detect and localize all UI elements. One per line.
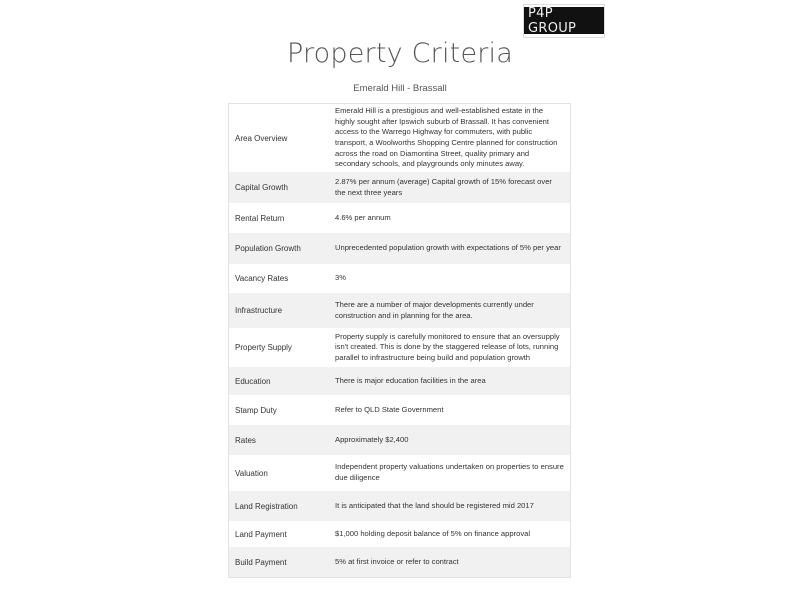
row-label: Rental Return [235, 213, 285, 223]
table-row [229, 233, 570, 264]
row-value: There are a number of major developments currently under construction and in planning for the area. [335, 299, 534, 320]
table-row [229, 425, 570, 455]
row-value: Unprecedented population growth with expectations of 5% per year [335, 243, 561, 253]
table-row [229, 203, 570, 233]
row-label: Vacancy Rates [235, 274, 289, 283]
row-value: 3% [335, 273, 346, 283]
row-value: $1,000 holding deposit balance of 5% on finance approval [335, 528, 531, 538]
table-row [229, 521, 570, 547]
row-label: Capital Growth [235, 183, 288, 192]
row-label: Property Supply [235, 343, 292, 352]
page-subtitle: Emerald Hill - Brassall [353, 83, 447, 94]
row-value: 2.87% per annum (average) Capital growth of 15% forecast over the next three years [335, 176, 552, 197]
table-row [229, 491, 570, 521]
row-value: Property supply is carefully monitored to ensure that an oversupply isn't created. This is done by the staggered release of lots, running parallel to infrastructure being build and population growth [335, 331, 560, 362]
row-label: Valuation [235, 468, 268, 478]
row-value: It is anticipated that the land should be registered mid 2017 [335, 500, 534, 510]
row-label: Land Registration [235, 501, 298, 511]
row-value: There is major education facilities in the area [335, 375, 486, 385]
row-value: 4.6% per annum [335, 212, 391, 222]
row-value: 5% at first invoice or refer to contract [335, 556, 459, 566]
logo-text: P4P GROUP [523, 4, 605, 38]
row-label: Rates [235, 435, 256, 445]
table-row [229, 395, 570, 425]
row-label: Area Overview [235, 133, 288, 143]
table-row [229, 367, 570, 395]
table-row [229, 172, 570, 203]
table-row [229, 293, 570, 328]
row-value: Approximately $2,400 [335, 434, 409, 444]
table-row [229, 455, 570, 491]
table-row [229, 104, 570, 172]
company-logo [523, 7, 605, 34]
row-label: Infrastructure [235, 306, 283, 315]
table-row [229, 547, 570, 577]
row-label: Stamp Duty [235, 405, 277, 415]
row-label: Land Payment [235, 529, 287, 539]
table-row [229, 264, 570, 293]
table-row [229, 328, 570, 367]
row-value: Refer to QLD State Government [335, 404, 444, 414]
row-value: Independent property valuations undertaken on properties to ensure due diligence [335, 462, 564, 482]
row-value: Emerald Hill is a prestigious and well-established estate in the highly sought after Ipswich suburb of Brassall. It has convenient access to the Warrego Highway for commuters, with public transport, a Woolworths Shopping Centre planned for construction across the road on Diamontina Street, quality primary and secondary schools, and playgrounds only minutes away. [335, 106, 558, 169]
row-label: Population Growth [235, 244, 301, 253]
page-title: Property Criteria [286, 38, 514, 69]
row-label: Education [235, 376, 271, 386]
criteria-table [228, 103, 571, 578]
row-label: Build Payment [235, 557, 287, 567]
